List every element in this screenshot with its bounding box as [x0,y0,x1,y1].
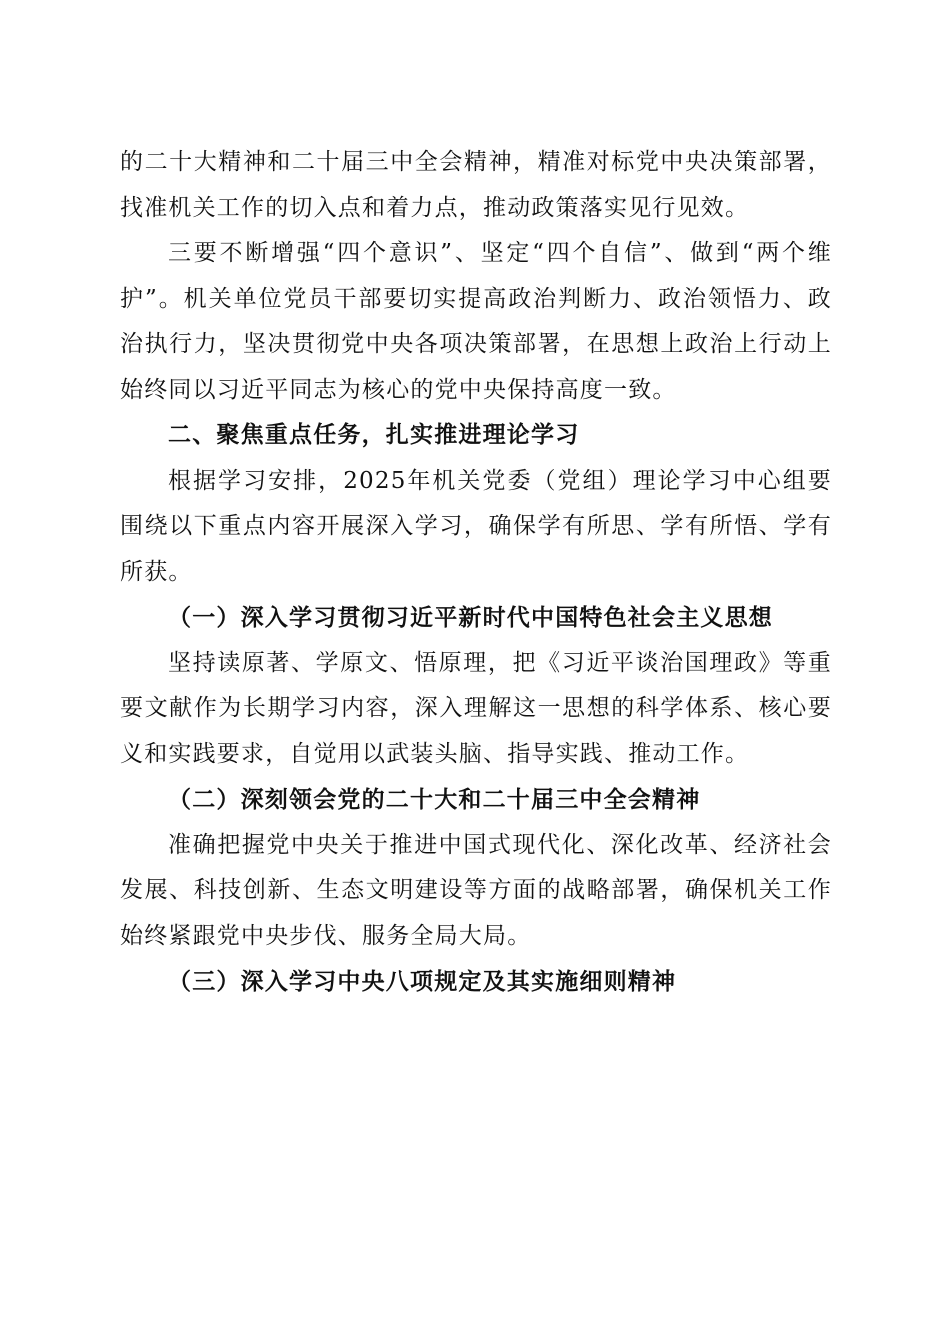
subheading-3: （三）深入学习中央八项规定及其实施细则精神 [168,968,677,995]
paragraph-strategic-deployment: 准确把握党中央关于推进中国式现代化、深化改革、经济社会发展、科技创新、生态文明建设等方面的战略部署，确保机关工作始终紧跟党中央步伐、服务全局大局。 [120,831,832,949]
section-heading-2: 二、聚焦重点任务，扎实推进理论学习 [168,422,580,448]
paragraph-study-arrangement: 根据学习安排，2025年机关党委（党组）理论学习中心组要围绕以下重点内容开展深入学习，确保学有所思、学有所悟、学有所获。 [120,467,832,585]
paragraph-read-originals: 坚持读原著、学原文、悟原理，把《习近平谈治国理政》等重要文献作为长期学习内容，深入理解这一思想的科学体系、核心要义和实践要求，自觉用以武装头脑、指导实践、推动工作。 [120,649,832,767]
paragraph-four-consciousness: 三要不断增强“四个意识”、坚定“四个自信”、做到“两个维护”。机关单位党员干部要切实提高政治判断力、政治领悟力、政治执行力，坚决贯彻党中央各项决策部署，在思想上政治上行动上始终同以习近平同志为核心的党中央保持高度一致。 [120,240,832,403]
subheading-2: （二）深刻领会党的二十大和二十届三中全会精神 [168,786,701,813]
document-body [120,140,832,1005]
paragraph-continuation: 的二十大精神和二十届三中全会精神，精准对标党中央决策部署，找准机关工作的切入点和着力点，推动政策落实见行见效。 [120,149,832,221]
subheading-1: （一）深入学习贯彻习近平新时代中国特色社会主义思想 [168,604,773,631]
